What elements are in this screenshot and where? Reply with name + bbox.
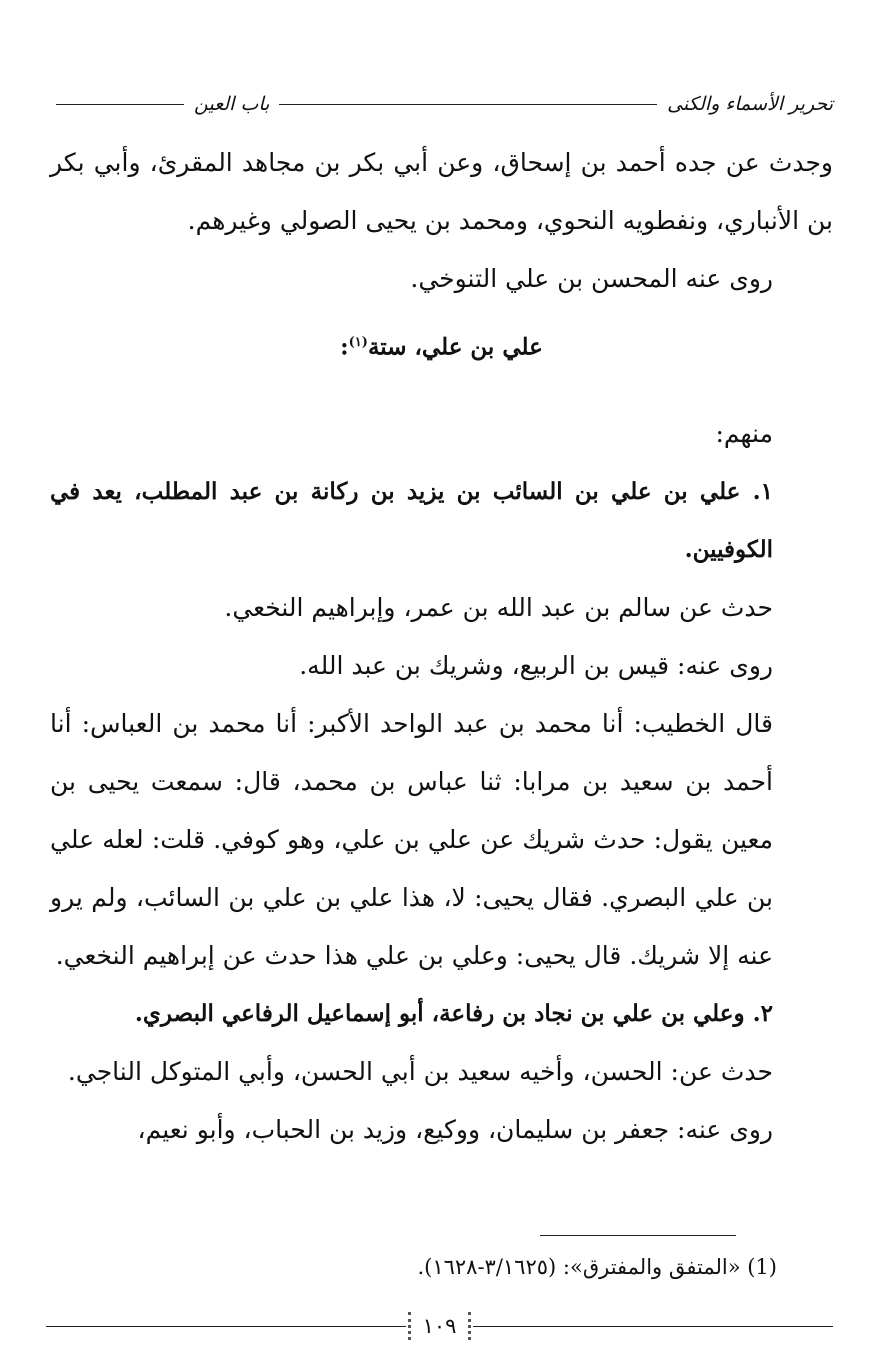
footnote-divider — [540, 1235, 736, 1236]
entry-heading: ١. علي بن علي بن السائب بن يزيد بن ركانة بن عبد المطلب، يعد في الكوفيين. — [50, 477, 773, 563]
section-heading-text: علي بن علي، ستة — [367, 333, 543, 361]
main-text — [50, 134, 833, 1159]
header-chapter: باب العين — [194, 93, 270, 115]
paragraph: روى عنه المحسن بن علي التنوخي. — [410, 264, 773, 293]
paragraph: روى عنه: قيس بن الربيع، وشريك بن عبد الله. — [299, 650, 773, 680]
header-rule — [279, 104, 657, 105]
footnote-ref: (١) — [348, 335, 368, 350]
paragraph: منهم: — [715, 418, 773, 448]
paragraph: وجدث عن جده أحمد بن إسحاق، وعن أبي بكر بن مجاهد المقرئ، وأبي بكر بن الأنباري، ونفطويه النحوي، ومحمد بن يحيى الصولي وغيرهم. — [50, 148, 833, 235]
footer-rule — [46, 1326, 406, 1327]
section-heading — [50, 314, 833, 377]
running-header — [46, 84, 833, 124]
footer-rule — [473, 1326, 833, 1327]
paragraph: قال الخطيب: أنا محمد بن عبد الواحد الأكبر: أنا محمد بن العباس: أنا أحمد بن سعيد بن مرابا: ثنا عباس بن محمد، قال: سمعت يحيى بن معين يقول: حدث شريك عن علي بن علي، وهو كوفي. قلت: لعله علي بن علي البصري. فقال يحيى: لا، هذا علي بن علي بن السائب، ولم يرو عنه إلا شريك. قال يحيى: وعلي بن علي هذا حدث عن إبراهيم النخعي. — [50, 708, 773, 970]
footnote: (1) «المتفق والمفترق»: (٣/١٦٢٥-١٦٢٨). — [417, 1255, 777, 1279]
paragraph: حدث عن: الحسن، وأخيه سعيد بن أبي الحسن، وأبي المتوكل الناجي. — [67, 1056, 773, 1086]
header-rule-end — [56, 104, 184, 105]
spacer — [50, 383, 833, 405]
header-book-title: تحرير الأسماء والكنى — [667, 93, 833, 115]
page-footer — [46, 1306, 833, 1346]
entry-heading: ٢. وعلي بن علي بن نجاد بن رفاعة، أبو إسماعيل الرفاعي البصري. — [134, 999, 773, 1027]
page-number: ١٠٩ — [408, 1312, 472, 1340]
paragraph: حدث عن سالم بن عبد الله بن عمر، وإبراهيم النخعي. — [224, 592, 773, 622]
section-heading-colon: : — [340, 333, 349, 361]
paragraph: روى عنه: جعفر بن سليمان، ووكيع، وزيد بن الحباب، وأبو نعيم، — [137, 1114, 773, 1144]
